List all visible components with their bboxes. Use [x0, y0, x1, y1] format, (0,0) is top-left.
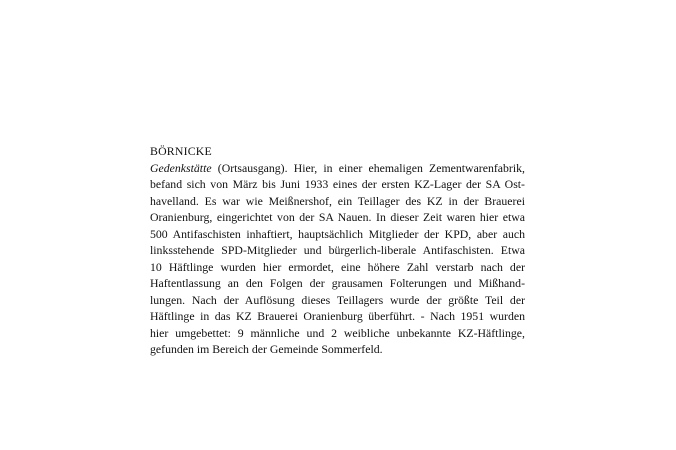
- entry-heading: BÖRNICKE: [150, 144, 212, 158]
- text-line-7: 10 Häftlinge wurden hier ermordet, eine höhere Zahl verstarb nach der: [150, 259, 525, 274]
- text-line-2: befand sich von März bis Juni 1933 eines der ersten KZ-Lager der SA Ost-: [150, 177, 525, 191]
- lead-italic-term: Gedenkstätte: [150, 160, 212, 175]
- text-line-6: linksstehende SPD-Mitglieder und bürgerlich-liberale Antifaschisten. Etwa: [150, 243, 525, 257]
- text-line-4: Oranienburg, eingerichtet von der SA Nauen. In dieser Zeit waren hier etwa: [150, 210, 525, 224]
- text-line-5: 500 Antifaschisten inhaftiert, hauptsächlich Mitglieder der KPD, aber auch: [150, 226, 525, 241]
- text-line-8: Haftentlassung an den Folgen der grausamen Folterungen und Mißhand-: [150, 276, 525, 290]
- text-line-10: Häftlinge in das KZ Brauerei Oranienburg überführt. - Nach 1951 wurden: [150, 309, 525, 323]
- text-line-11: hier umgebettet: 9 männliche und 2 weibliche unbekannte KZ-Häftlinge,: [150, 325, 525, 340]
- text-line-1-rest: (Ortsausgang). Hier, in einer ehemaligen Zementwarenfabrik,: [211, 160, 525, 175]
- text-line-9: lungen. Nach der Auflösung dieses Teillagers wurde der größte Teil der: [150, 292, 525, 307]
- text-line-3: havelland. Es war wie Meißnershof, ein Teillager des KZ in der Brauerei: [150, 193, 525, 208]
- text-entry: [150, 143, 525, 358]
- text-line-12: gefunden im Bereich der Gemeinde Sommerfeld.: [150, 342, 383, 356]
- text-line-1: [150, 160, 525, 177]
